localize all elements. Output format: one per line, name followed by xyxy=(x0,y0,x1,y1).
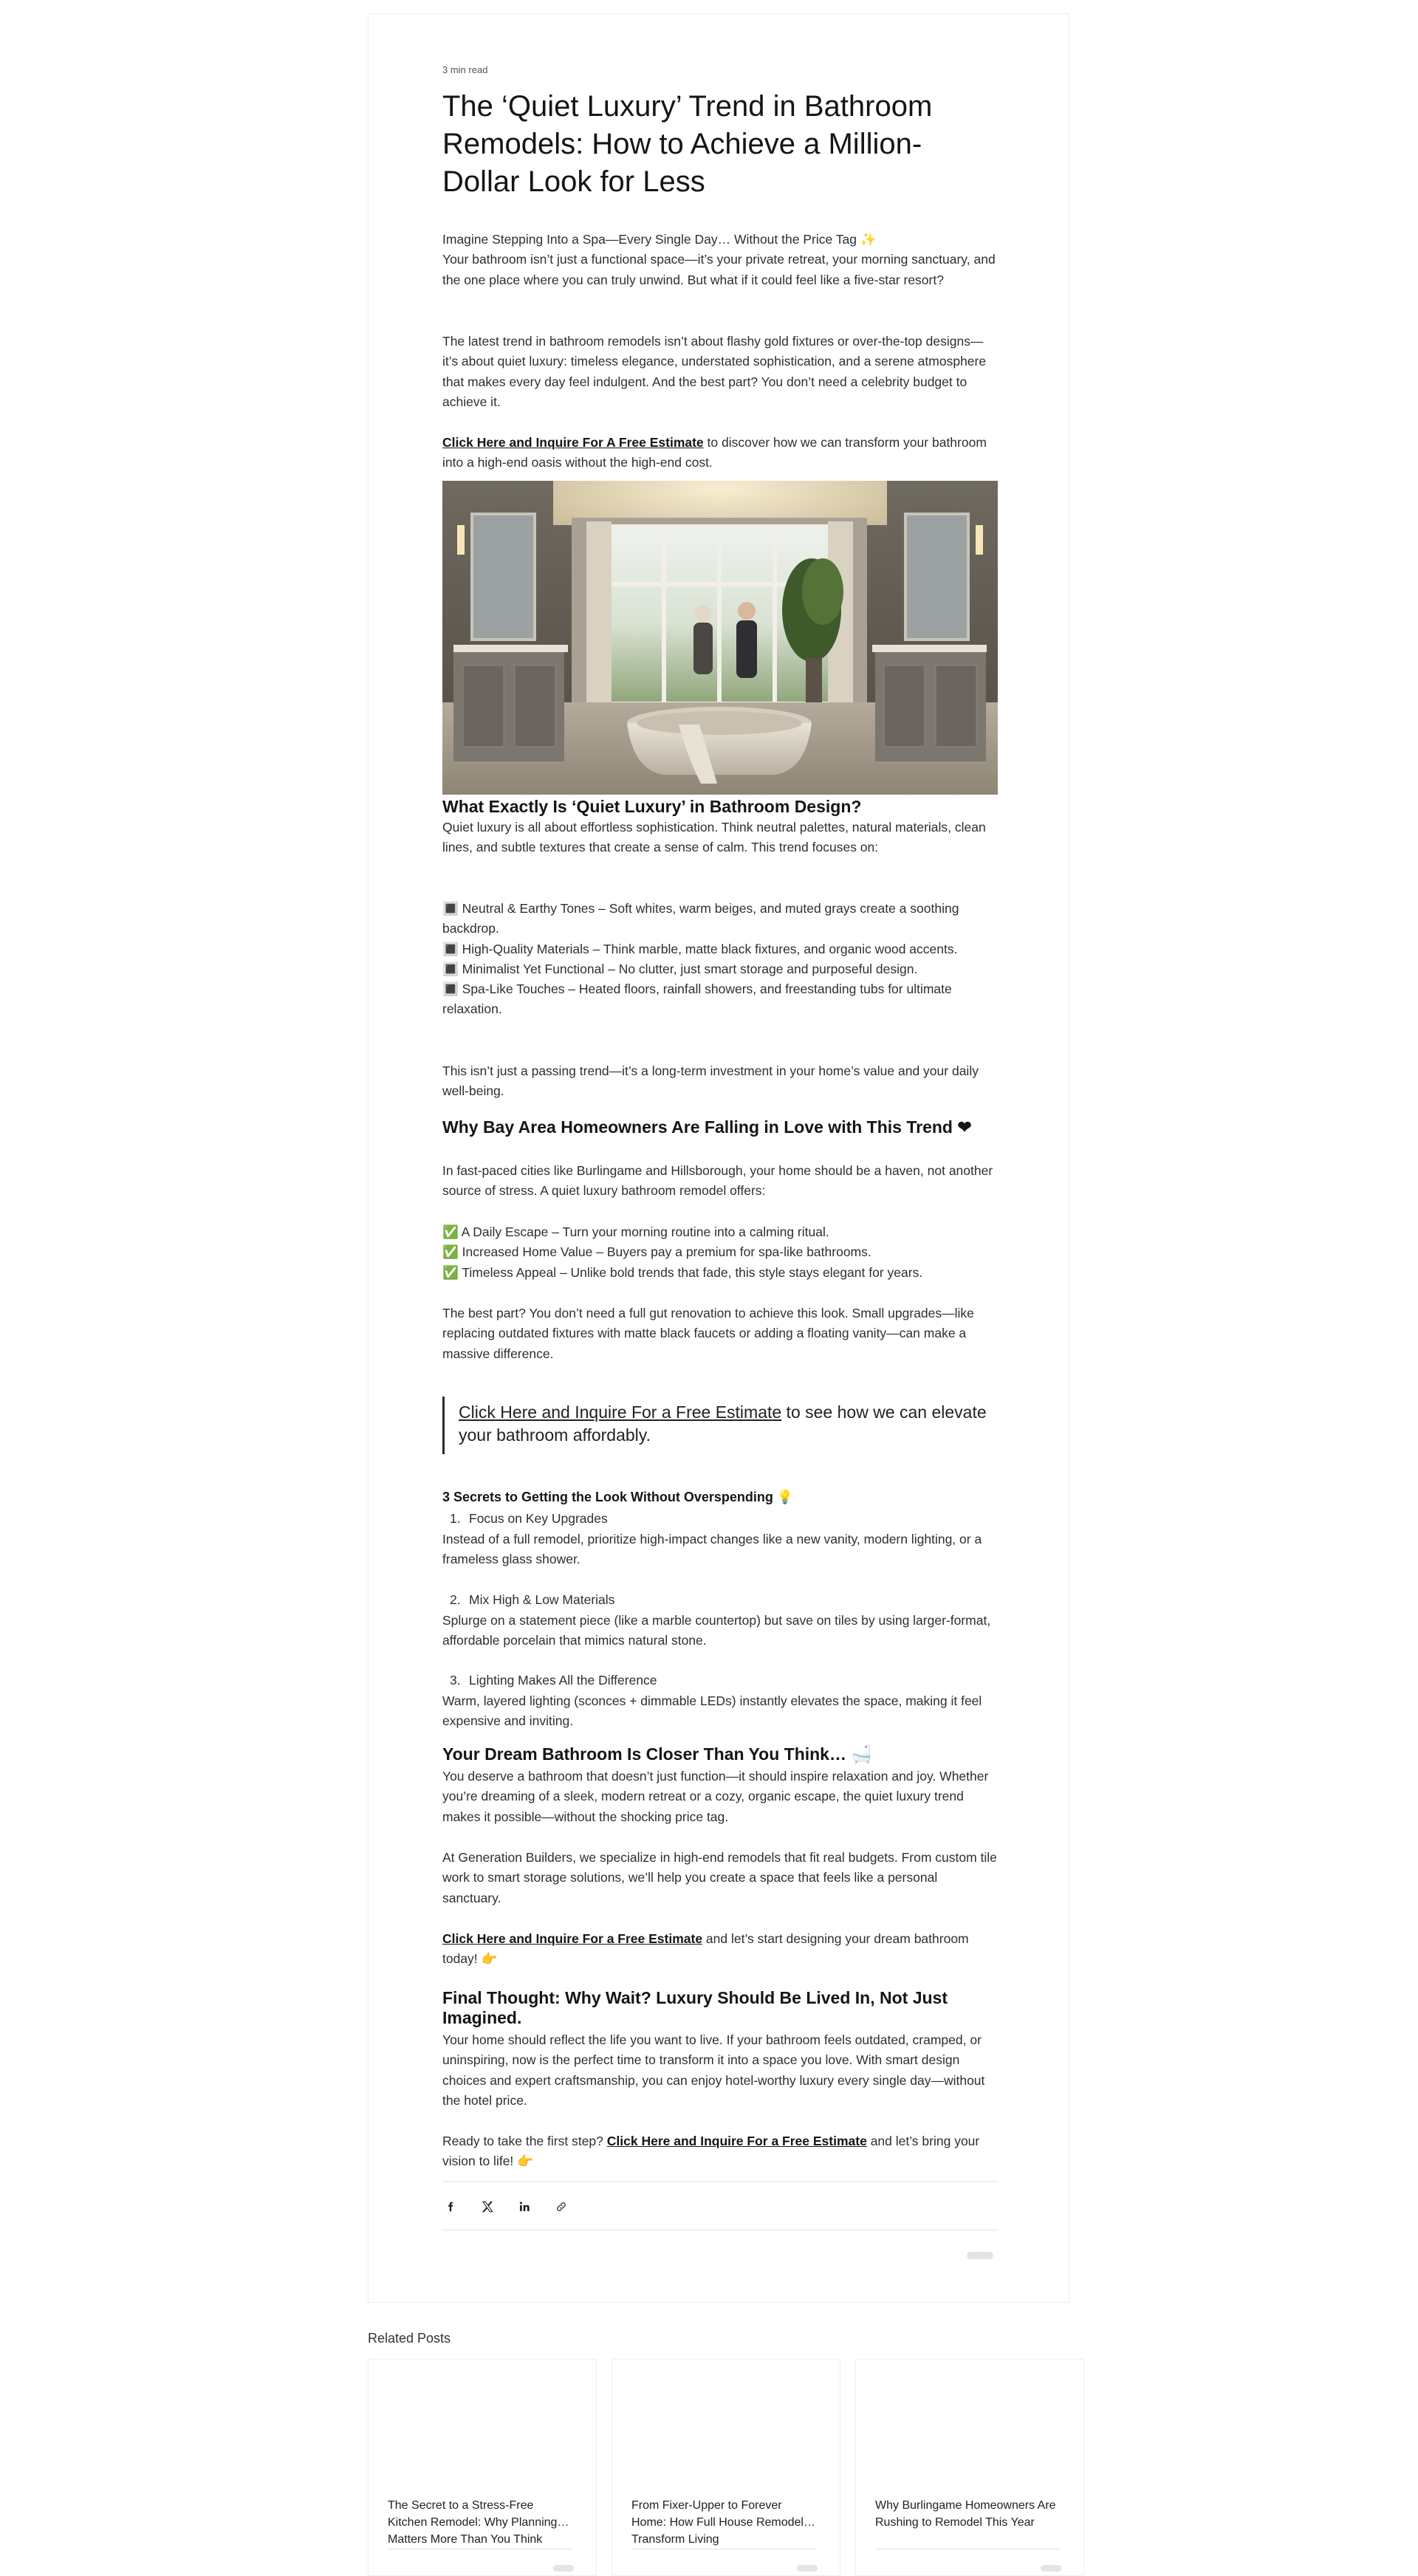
secret-title: Lighting Makes All the Difference xyxy=(469,1673,657,1688)
related-post-title[interactable]: The Secret to a Stress-Free Kitchen Remodel: Why Planning Matters More Than You Think xyxy=(388,2499,558,2546)
paragraph-trend: The latest trend in bathroom remodels isn’t about flashy gold fixtures or over-the-top designs—it’s about quiet luxury: timeless elegance, understated sophistication, and a serene atmosphere that makes every day feel indulgent. And the best part? You don’t need a celebrity budget to achieve it. xyxy=(442,334,987,409)
divider xyxy=(442,2181,998,2182)
quote-text: to see how we can elevate your bathroom affordably. xyxy=(459,1402,987,1445)
linkedin-icon[interactable] xyxy=(516,2199,532,2215)
features-list xyxy=(442,899,998,1020)
cta-2-text: and let’s start designing your dream bathroom today! 👉 xyxy=(442,1931,969,1967)
heading-secrets: 3 Secrets to Getting the Look Without Overspending 💡 xyxy=(442,1490,794,1504)
paragraph-dream: You deserve a bathroom that doesn’t just function—it should inspire relaxation and joy. Whether you’re dreaming of a sleek, modern retreat or a cozy, organic escape, the quiet luxury trend makes it possible—without the shocking price tag. xyxy=(442,1769,989,1824)
free-estimate-link-2[interactable]: Click Here and Inquire For a Free Estimate xyxy=(442,1931,703,1946)
secret-body-3: Warm, layered lighting (sconces + dimmable LEDs) instantly elevates the space, making it feel expensive and inviting. xyxy=(442,1693,982,1729)
x-icon[interactable] xyxy=(479,2199,496,2215)
like-counter[interactable] xyxy=(553,2565,574,2572)
heading-why-bay-area: Why Bay Area Homeowners Are Falling in Love with This Trend ❤ xyxy=(442,1117,972,1137)
final-cta-text: and let’s bring your vision to life! 👉 xyxy=(442,2134,980,2169)
related-post-title[interactable]: From Fixer-Upper to Forever Home: How Full House Remodels Transform Living xyxy=(631,2499,809,2546)
paragraph-small-upgrades: The best part? You don’t need a full gut renovation to achieve this look. Small upgrades—like replacing outdated fixtures with matte black faucets or adding a floating vanity—can make a massive difference. xyxy=(442,1306,974,1361)
secret-number: 2. xyxy=(450,1592,461,1607)
blog-post-card xyxy=(368,13,1069,2303)
secret-body-1: Instead of a full remodel, prioritize high-impact changes like a new vanity, modern lighting, or a frameless glass shower. xyxy=(442,1532,982,1567)
intro-paragraph xyxy=(442,230,998,290)
related-post-card[interactable] xyxy=(612,2359,840,2576)
heading-what-is-quiet-luxury: What Exactly Is ‘Quiet Luxury’ in Bathroom Design? xyxy=(442,797,862,816)
free-estimate-link-1[interactable]: Click Here and Inquire For A Free Estimate xyxy=(442,435,704,450)
cta-paragraph-2 xyxy=(442,1929,998,1970)
link-icon[interactable] xyxy=(553,2199,569,2215)
cta-paragraph-1 xyxy=(442,433,998,473)
secret-body-2: Splurge on a statement piece (like a marble countertop) but save on tiles by using larger-format, affordable porcelain that mimics natural stone. xyxy=(442,1613,991,1648)
related-post-card[interactable] xyxy=(855,2359,1084,2576)
like-counter[interactable] xyxy=(1041,2565,1061,2572)
secret-number: 1. xyxy=(450,1511,461,1526)
related-posts-heading: Related Posts xyxy=(368,2331,451,2346)
paragraph-why: In fast-paced cities like Burlingame and Hillsborough, your home should be a haven, not another source of stress. A quiet luxury bathroom remodel offers: xyxy=(442,1163,993,1199)
secret-title: Focus on Key Upgrades xyxy=(469,1511,608,1526)
share-bar xyxy=(442,2199,569,2215)
list-item: 🔳 Spa-Like Touches – Heated floors, rainfall showers, and freestanding tubs for ultimate relaxation. xyxy=(442,982,952,1017)
like-counter[interactable] xyxy=(967,2252,993,2259)
secret-item-3 xyxy=(450,1671,657,1690)
secret-item-2 xyxy=(450,1590,614,1610)
read-time: 3 min read xyxy=(442,64,488,75)
list-item: 🔳 High-Quality Materials – Think marble, matte black fixtures, and organic wood accents. xyxy=(442,941,958,956)
free-estimate-link-quote[interactable]: Click Here and Inquire For a Free Estimate xyxy=(459,1402,782,1422)
list-item: ✅ Timeless Appeal – Unlike bold trends that fade, this style stays elegant for years. xyxy=(442,1264,923,1280)
facebook-icon[interactable] xyxy=(442,2199,459,2215)
cta-1-text: to discover how we can transform your bathroom into a high-end oasis without the high-end cost. xyxy=(442,435,987,470)
blockquote-cta xyxy=(442,1397,998,1454)
list-item: ✅ A Daily Escape – Turn your morning routine into a calming ritual. xyxy=(442,1224,829,1239)
intro-text: Your bathroom isn’t just a functional space—it’s your private retreat, your morning sanctuary, and the one place where you can truly unwind. But what if it could feel like a five-star resort? xyxy=(442,252,996,287)
intro-line: Imagine Stepping Into a Spa—Every Single Day… Without the Price Tag ✨ xyxy=(442,232,877,247)
list-item: 🔳 Neutral & Earthy Tones – Soft whites, warm beiges, and muted grays create a soothing backdrop. xyxy=(442,901,959,936)
free-estimate-link-3[interactable]: Click Here and Inquire For a Free Estimate xyxy=(606,2134,867,2148)
list-item: 🔳 Minimalist Yet Functional – No clutter, just smart storage and purposeful design. xyxy=(442,961,918,976)
paragraph-final: Your home should reflect the life you want to live. If your bathroom feels outdated, cramped, or uninspiring, now is the perfect time to transform it into a space you love. With smart design choices and expert craftsmanship, you can enjoy hotel-worthy luxury every single day—without the hotel price. xyxy=(442,2032,985,2108)
paragraph-what: Quiet luxury is all about effortless sophistication. Think neutral palettes, natural materials, clean lines, and subtle textures that create a sense of calm. This trend focuses on: xyxy=(442,820,986,855)
final-cta-prefix: Ready to take the first step? xyxy=(442,2134,607,2148)
list-item: ✅ Increased Home Value – Buyers pay a premium for spa-like bathrooms. xyxy=(442,1244,871,1260)
cta-paragraph-final xyxy=(442,2131,998,2172)
related-post-title[interactable]: Why Burlingame Homeowners Are Rushing to Remodel This Year xyxy=(875,2499,1056,2529)
related-post-card[interactable] xyxy=(368,2359,597,2576)
secret-item-1 xyxy=(450,1509,608,1529)
secret-title: Mix High & Low Materials xyxy=(469,1592,615,1607)
heading-dream-bathroom: Your Dream Bathroom Is Closer Than You Think… 🛁 xyxy=(442,1744,872,1764)
post-title: The ‘Quiet Luxury’ Trend in Bathroom Remodels: How to Achieve a Million-Dollar Look for Less xyxy=(442,90,933,198)
like-counter[interactable] xyxy=(797,2565,818,2572)
paragraph-investment: This isn’t just a passing trend—it’s a long-term investment in your home’s value and your daily well-being. xyxy=(442,1063,979,1099)
secret-number: 3. xyxy=(450,1673,461,1688)
heading-final-thought: Final Thought: Why Wait? Luxury Should Be Lived In, Not Just Imagined. xyxy=(442,1988,948,2027)
bathroom-hero-image xyxy=(442,481,998,795)
benefits-list xyxy=(442,1222,998,1283)
paragraph-generation-builders: At Generation Builders, we specialize in high-end remodels that fit real budgets. From custom tile work to smart storage solutions, we’ll help you create a space that feels like a personal sanctuary. xyxy=(442,1850,997,1905)
